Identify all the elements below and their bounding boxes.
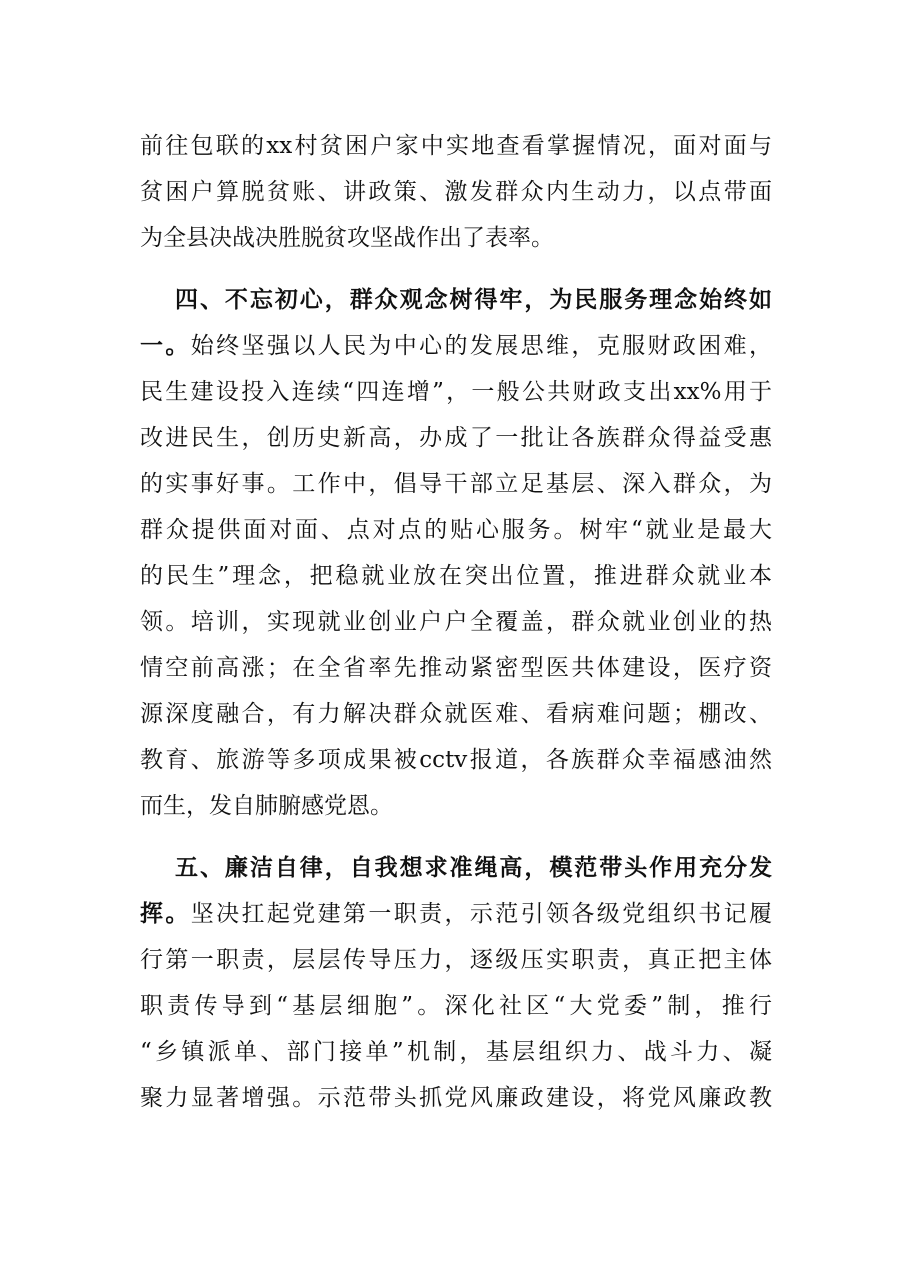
- text-line: [140, 172, 772, 212]
- line-text: 而生，发自肺腑感党恩。: [140, 793, 393, 819]
- line-text: 源深度融合，有力解决群众就医难、看病难问题；棚改、: [140, 701, 772, 727]
- text-line: [140, 218, 772, 258]
- text-line: [140, 372, 772, 412]
- text-line: [140, 648, 772, 688]
- text-line: [140, 940, 772, 980]
- line-text: 贫困户算脱贫账、讲政策、激发群众内生动力，以点带面: [140, 179, 772, 205]
- line-text: 行第一职责，层层传导压力，逐级压实职责，真正把主体: [140, 947, 772, 973]
- section-heading-5: [175, 848, 772, 888]
- text-line: [140, 1078, 772, 1118]
- text-line: [140, 1032, 772, 1072]
- line-text: 民生建设投入连续“四连增”，一般公共财政支出xx%用于: [140, 379, 772, 405]
- heading-text: 挥。: [140, 901, 191, 927]
- line-text: 教育、旅游等多项成果被cctv报道，各族群众幸福感油然: [140, 747, 772, 773]
- heading-text: 五、廉洁自律，自我想求准绳高，模范带头作用充分发: [175, 855, 772, 881]
- text-line: [140, 694, 772, 734]
- line-text: 为全县决战决胜脱贫攻坚战作出了表率。: [140, 225, 554, 251]
- line-text: 的实事好事。工作中，倡导干部立足基层、深入群众，为: [140, 471, 772, 497]
- line-text: 职责传导到“基层细胞”。深化社区“大党委”制，推行: [140, 993, 772, 1019]
- line-text: 改进民生，创历史新高，办成了一批让各族群众得益受惠: [140, 425, 772, 451]
- text-line: [140, 894, 772, 934]
- line-text: 前往包联的xx村贫困户家中实地查看掌握情况，面对面与: [140, 133, 772, 159]
- line-text: “乡镇派单、部门接单”机制，基层组织力、战斗力、凝: [140, 1039, 772, 1065]
- text-line: [140, 326, 772, 366]
- line-text: 的民生”理念，把稳就业放在突出位置，推进群众就业本: [140, 563, 772, 589]
- line-text: 坚决扛起党建第一职责，示范引领各级党组织书记履: [190, 901, 772, 927]
- text-line: [140, 418, 772, 458]
- heading-text: 一。: [140, 333, 191, 359]
- line-text: 情空前高涨；在全省率先推动紧密型医共体建设，医疗资: [140, 655, 772, 681]
- text-line: [140, 510, 772, 550]
- line-text: 领。培训，实现就业创业户户全覆盖，群众就业创业的热: [140, 609, 772, 635]
- text-line: [140, 986, 772, 1026]
- text-line: [140, 556, 772, 596]
- text-line: [140, 602, 772, 642]
- line-text: 聚力显著增强。示范带头抓党风廉政建设，将党风廉政教: [140, 1085, 772, 1111]
- line-text: 始终坚强以人民为中心的发展思维，克服财政困难，: [190, 333, 772, 359]
- text-line: [140, 464, 772, 504]
- section-heading-4: [175, 280, 772, 320]
- line-text: 群众提供面对面、点对点的贴心服务。树牢“就业是最大: [140, 517, 772, 543]
- heading-text: 四、不忘初心，群众观念树得牢，为民服务理念始终如: [175, 287, 772, 313]
- text-line: [140, 740, 772, 780]
- text-line: [140, 126, 772, 166]
- text-line: [140, 786, 772, 826]
